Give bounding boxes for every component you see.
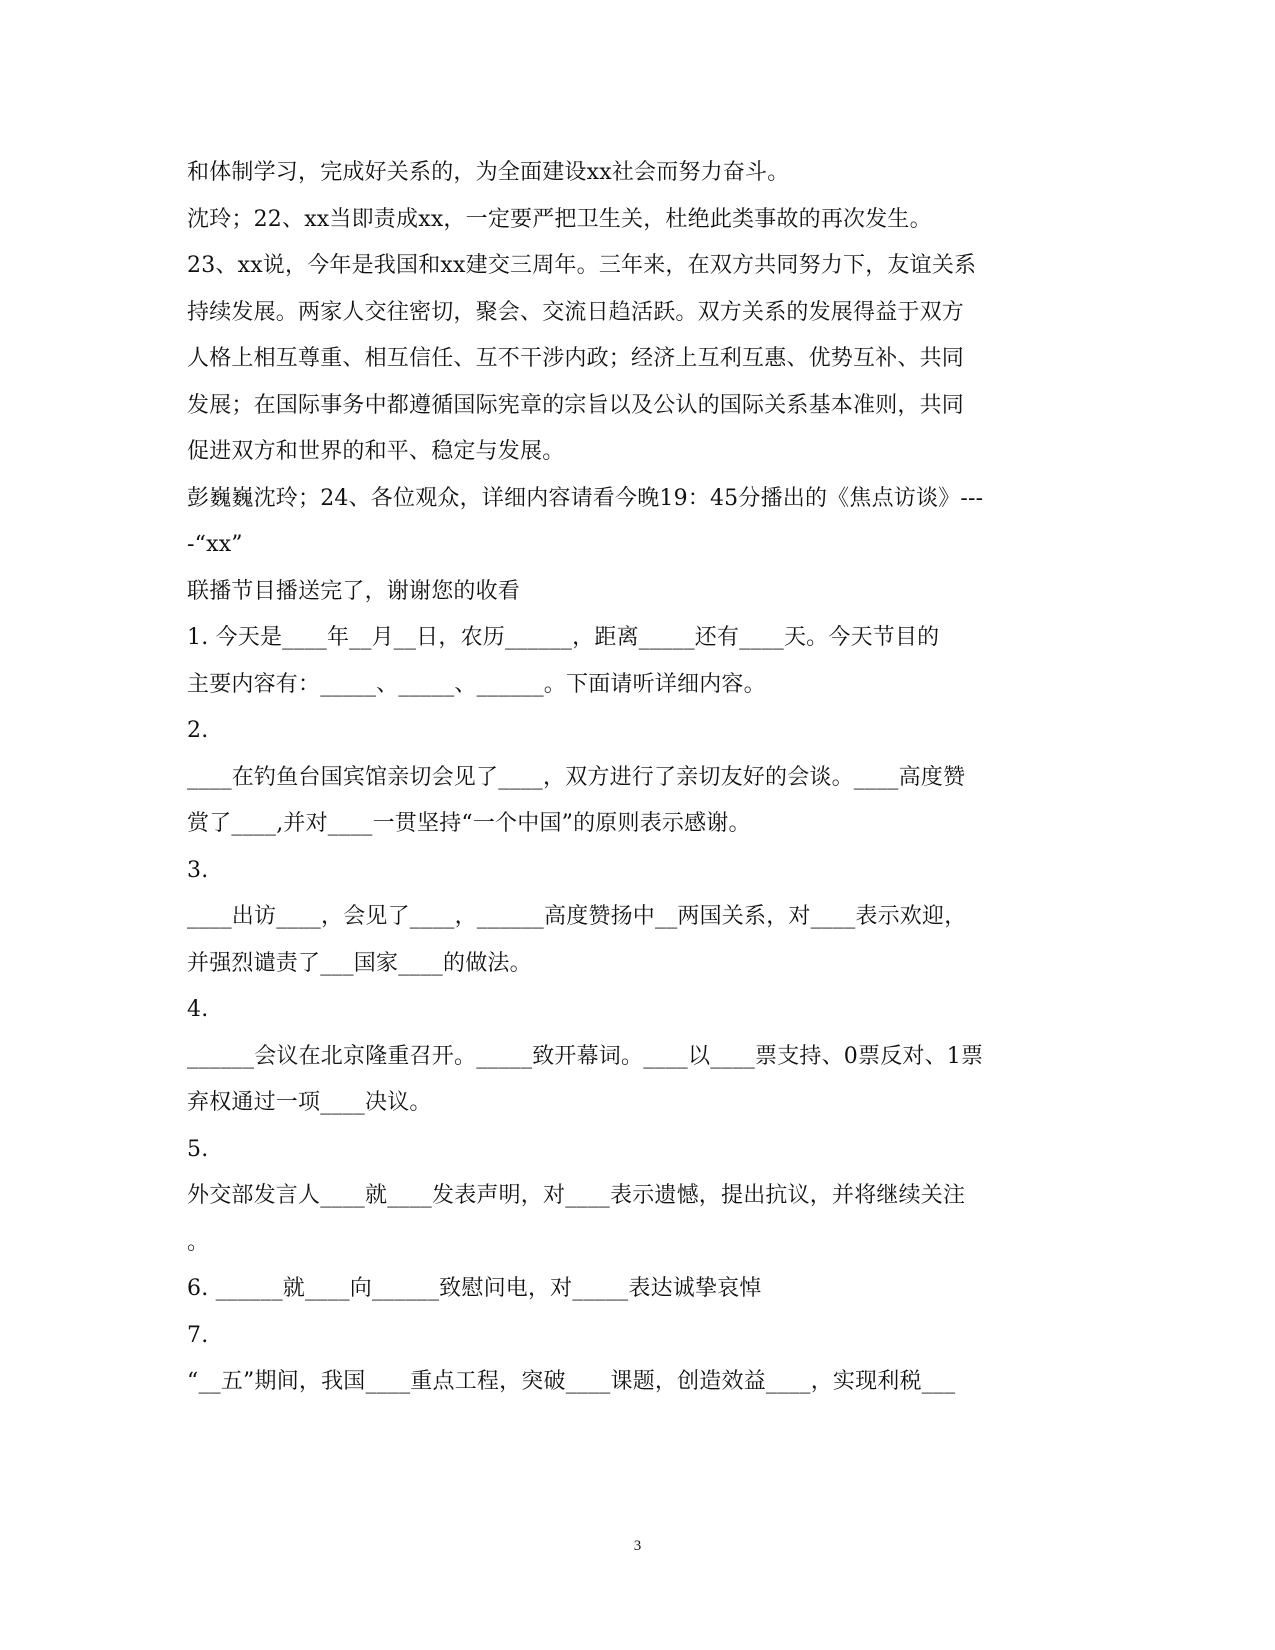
- body-text: [187, 150, 1049, 1406]
- text-line: 。: [187, 1229, 210, 1255]
- text-line: 外交部发言人____就____发表声明，对____表示遗憾，提出抗议，并将继续关注: [187, 1183, 966, 1208]
- text-line: 1. 今天是____年__月__日，农历______，距离_____还有____天。今天节目的: [187, 625, 940, 650]
- text-line: 5.: [187, 1136, 209, 1162]
- text-line: 沈玲；22、xx当即责成xx，一定要严把卫生关，杜绝此类事故的再次发生。: [187, 206, 932, 232]
- text-line: 6. ______就____向______致慰问电，对_____表达诚挚哀悼: [187, 1276, 762, 1301]
- text-line: 人格上相互尊重、相互信任、互不干涉内政；经济上互利互惠、优势互补、共同: [187, 346, 965, 371]
- text-line: ____在钓鱼台国宾馆亲切会见了____，双方进行了亲切友好的会谈。____高度赞: [187, 764, 966, 790]
- text-line: 彭巍巍沈玲；24、各位观众，详细内容请看今晚19：45分播出的《焦点访谈》---: [187, 485, 984, 511]
- text-line: “__五”期间，我国____重点工程，突破____课题，创造效益____，实现利税___: [187, 1369, 956, 1394]
- text-line: ____出访____，会见了____，______高度赞扬中__两国关系，对____表示欢迎，: [187, 904, 967, 929]
- text-line: 发展；在国际事务中都遵循国际宪章的宗旨以及公认的国际关系基本准则，共同: [187, 392, 965, 418]
- text-line: 主要内容有：_____、_____、______。下面请听详细内容。: [187, 671, 766, 697]
- text-line: 2.: [187, 718, 209, 743]
- text-line: 促进双方和世界的和平、稳定与发展。: [187, 439, 565, 464]
- text-line: 4.: [187, 997, 209, 1022]
- page-number: 3: [633, 1538, 642, 1554]
- text-line: ______会议在北京隆重召开。_____致开幕词。____以____票支持、0票反对、1票: [187, 1043, 984, 1069]
- text-line: 7.: [187, 1322, 209, 1348]
- text-line: 联播节目播送完了，谢谢您的收看: [187, 578, 521, 604]
- text-line: 并强烈谴责了___国家____的做法。: [187, 950, 532, 976]
- text-line: 持续发展。两家人交往密切，聚会、交流日趋活跃。双方关系的发展得益于双方: [187, 299, 965, 325]
- text-line: 3.: [187, 857, 209, 883]
- text-line: 和体制学习，完成好关系的，为全面建设xx社会而努力奋斗。: [187, 160, 790, 185]
- text-line: 赏了____,并对____一贯坚持“一个中国”的原则表示感谢。: [187, 811, 751, 836]
- text-line: -“xx”: [187, 532, 243, 557]
- text-line: 23、xx说，今年是我国和xx建交三周年。三年来，在双方共同努力下，友谊关系: [187, 253, 977, 278]
- text-line: 弃权通过一项____决议。: [187, 1090, 432, 1115]
